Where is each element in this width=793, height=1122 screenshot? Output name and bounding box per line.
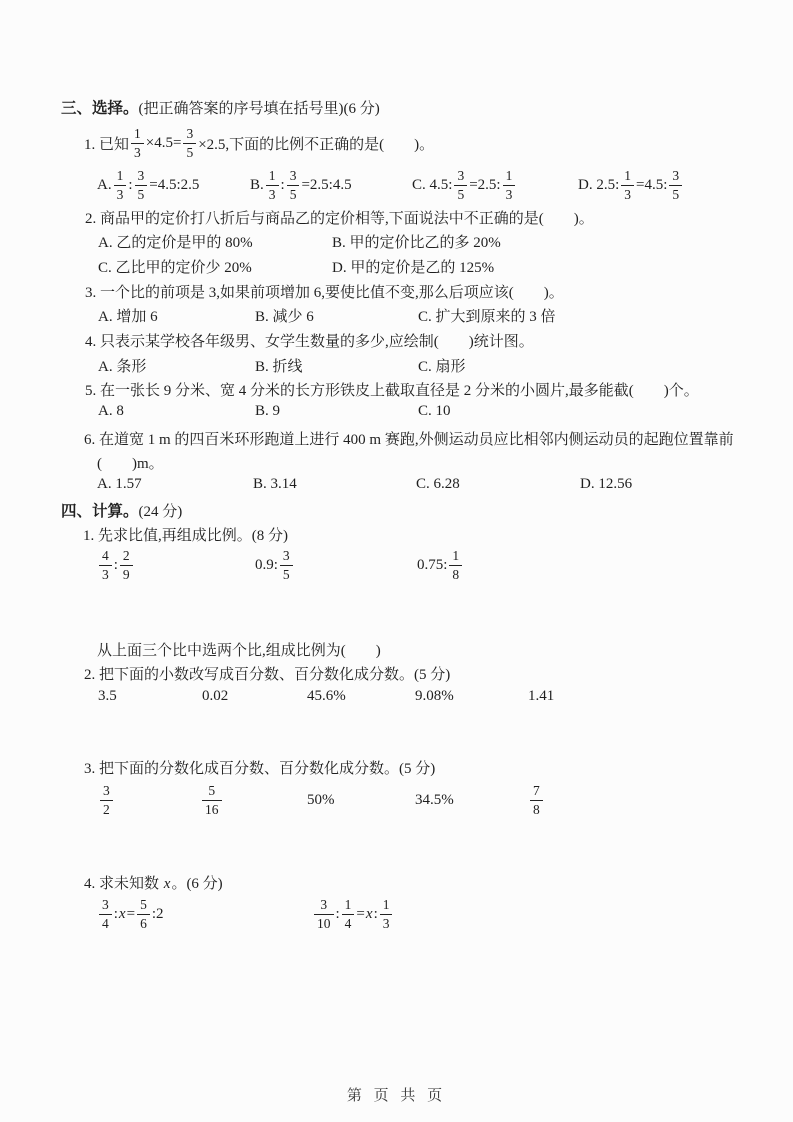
fraction: $\frac{3}{5}$ [183,127,196,159]
calc-q4-items-row [0,894,793,936]
calc-q2-item-3: 45.6% [307,688,346,704]
calc-q3-item-2 [200,780,224,820]
fraction: $\frac{3}{5}$ [280,549,293,581]
choice-q5-option-a: A. 8 [98,403,124,419]
choice-q3-option-a: A. 增加 6 [98,309,158,325]
fraction: $\frac{5}{6}$ [137,898,150,930]
calc-q2-item-5: 1.41 [528,688,555,704]
choice-q4-option-a: A. 条形 [98,359,147,375]
calc-q3-item-4: 34.5% [415,791,454,808]
choice-q1-stem: 1. 已知 $\frac{1}{3}$ ×4.5= $\frac{3}{5}$ ×2.5,下面的比例不正确的是( )。 [84,126,435,160]
variable-x: x [118,905,126,922]
choice-q2-stem: 2. 商品甲的定价打八折后与商品乙的定价相等,下面说法中不正确的是( )。 [85,211,594,227]
fraction: $\frac{1}{3}$ [621,169,634,201]
choice-q5-option-b: B. 9 [255,403,281,419]
calc-q1-followup: 从上面三个比中选两个比,组成比例为( ) [97,643,381,659]
section-calc-note: (24 分) [138,504,183,520]
calc-q2-item-1: 3.5 [98,688,117,704]
fraction: $\frac{1}{3}$ [131,127,144,159]
fraction: $\frac{7}{8}$ [530,784,543,816]
section-choice-note: (把正确答案的序号填在括号里)(6 分) [138,101,380,117]
fraction: $\frac{3}{5}$ [287,169,300,201]
choice-q6-option-c: C. 6.28 [416,476,460,492]
calc-q3-item-3: 50% [307,791,335,808]
choice-q6-stem-line2: ( )m。 [97,456,164,472]
choice-q6-option-a: A. 1.57 [97,476,142,492]
fraction: $\frac{3}{4}$ [99,898,112,930]
fraction: $\frac{1}{3}$ [380,898,393,930]
choice-q3-stem: 3. 一个比的前项是 3,如果前项增加 6,要使比值不变,那么后项应该( )。 [85,285,564,301]
calc-q2-item-2: 0.02 [202,688,229,704]
fraction: $\frac{1}{8}$ [449,549,462,581]
calc-q2-stem: 2. 把下面的小数改写成百分数、百分数化成分数。(5 分) [84,667,451,683]
choice-q1-option-d: D. 2.5: $\frac{1}{3}$ =4.5: $\frac{3}{5}$ [578,165,684,205]
choice-q2-option-a: A. 乙的定价是甲的 80% [98,235,253,251]
choice-q1-options-row [0,165,793,205]
choice-q1-option-a: A. $\frac{1}{3}$ : $\frac{3}{5}$ =4.5:2.5 [97,168,200,202]
fraction: $\frac{3}{2}$ [100,784,113,816]
section-calc-heading [61,499,182,521]
calc-q3-item-1 [98,780,115,820]
calc-q4-equation-2: $\frac{3}{10}$ : $\frac{1}{4}$ = x : $\frac{1}{3}$ [312,894,394,934]
fraction: $\frac{5}{16}$ [202,784,222,816]
fraction: $\frac{3}{5}$ [135,169,148,201]
fraction: $\frac{3}{10}$ [314,898,334,930]
calc-q2-item-4: 9.08% [415,688,454,704]
choice-q5-option-c: C. 10 [418,403,451,419]
choice-q6-stem-line1: 6. 在道宽 1 m 的四百米环形跑道上进行 400 m 赛跑,外侧运动员应比相邻内侧运动员的起跑位置靠前 [84,432,734,448]
fraction: $\frac{1}{3}$ [266,169,279,201]
calc-q1-items-row [0,545,793,585]
fraction: $\frac{3}{5}$ [669,169,682,201]
page-footer: 第 页 共 页 [346,1088,447,1104]
choice-q4-option-b: B. 折线 [255,359,303,375]
choice-q3-option-c: C. 扩大到原来的 3 倍 [418,309,556,325]
choice-q2-option-b: B. 甲的定价比乙的多 20% [332,235,501,251]
choice-q2-option-c: C. 乙比甲的定价少 20% [98,260,252,276]
choice-q1-option-c: C. 4.5: $\frac{3}{5}$ =2.5: $\frac{1}{3}$ [412,165,517,205]
section-choice-title: 三、选择。 [61,100,139,117]
calc-q4-stem: 4. 求未知数 x。(6 分) [84,876,223,892]
fraction: $\frac{1}{3}$ [503,169,516,201]
calc-q1-item-2: 0.9: $\frac{3}{5}$ [255,545,295,585]
choice-q5-stem: 5. 在一张长 9 分米、宽 4 分米的长方形铁皮上截取直径是 2 分米的小圆片,最多能截( )个。 [85,383,699,399]
choice-q6-option-b: B. 3.14 [253,476,297,492]
choice-q2-option-d: D. 甲的定价是乙的 125% [332,260,495,276]
calc-q3-items-row [0,780,793,822]
choice-q1-option-b: B. $\frac{1}{3}$ : $\frac{3}{5}$ =2.5:4.5 [250,168,352,202]
section-calc-title: 四、计算。 [61,503,139,520]
variable-x: x [163,876,171,892]
calc-q1-stem: 1. 先求比值,再组成比例。(8 分) [83,528,288,544]
fraction: $\frac{3}{5}$ [454,169,467,201]
fraction: $\frac{1}{4}$ [342,898,355,930]
choice-q6-option-d: D. 12.56 [580,476,633,492]
calc-q3-item-5 [528,780,545,820]
calc-q3-stem: 3. 把下面的分数化成百分数、百分数化成分数。(5 分) [84,761,436,777]
choice-q4-option-c: C. 扇形 [418,359,466,375]
choice-q4-stem: 4. 只表示某学校各年级男、女学生数量的多少,应绘制( )统计图。 [85,334,534,350]
calc-q1-item-3: 0.75: $\frac{1}{8}$ [417,545,464,585]
fraction: $\frac{2}{9}$ [120,549,133,581]
choice-q3-option-b: B. 减少 6 [255,309,314,325]
fraction: $\frac{4}{3}$ [99,549,112,581]
calc-q1-item-1: $\frac{4}{3}$ : $\frac{2}{9}$ [97,545,135,585]
calc-q4-equation-1: $\frac{3}{4}$ : x = $\frac{5}{6}$ :2 [97,894,163,934]
variable-x: x [365,905,373,922]
section-choice-heading [61,96,380,118]
fraction: $\frac{1}{3}$ [114,169,127,201]
